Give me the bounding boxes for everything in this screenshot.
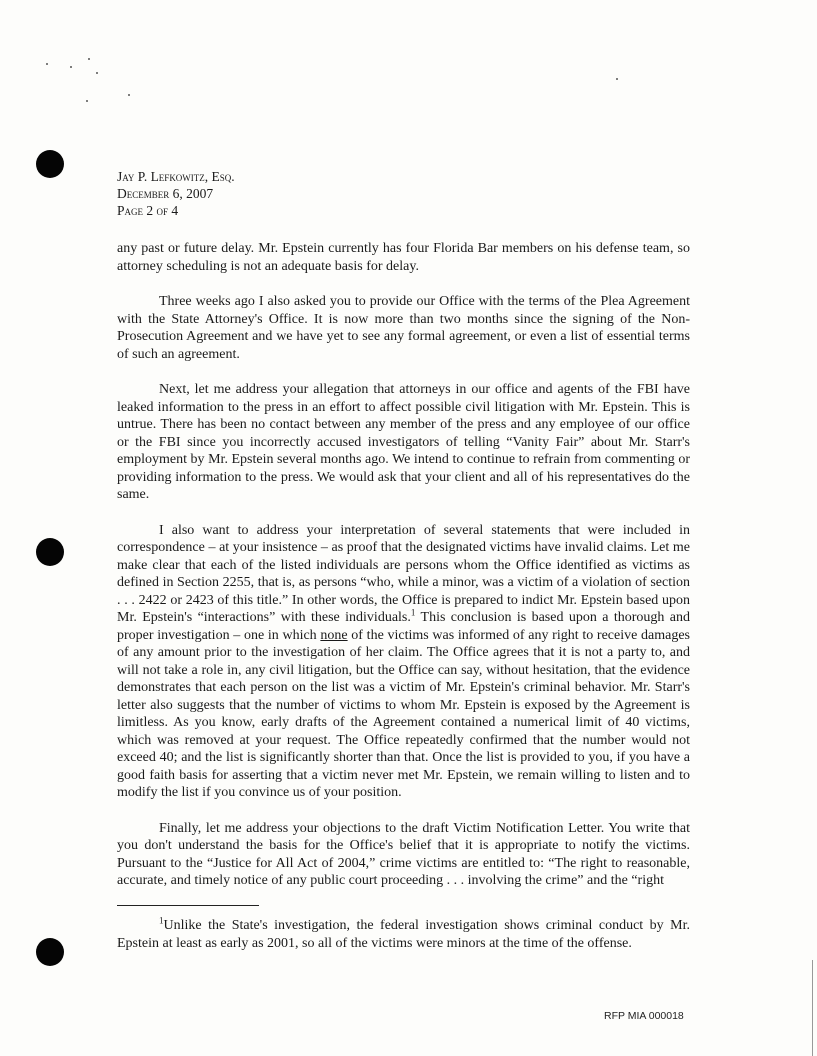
page-number: Page 2 of 4 (117, 203, 179, 218)
footnote (117, 917, 690, 952)
paragraph-1: any past or future delay. Mr. Epstein currently has four Florida Bar members on his defense team, so attorney scheduling is not an adequate basis for delay. (117, 241, 690, 274)
letter-date: December 6, 2007 (117, 186, 214, 201)
scan-speck (70, 66, 72, 68)
hole-punch-middle (36, 538, 64, 566)
scan-speck (616, 78, 618, 80)
scan-edge-line (812, 960, 813, 1056)
underlined-none: none (320, 627, 348, 643)
paragraph-5: Finally, let me address your objections to the draft Victim Notification Letter. You write that you don't understand the basis for the Office's belief that it is appropriate to notify the victims. Pursuant to the “Justice for All Act of 2004,” crime victims are entitled to: “The right to reasonable, accurate, and timely notice of any public court proceeding . . . involving the crime” and the “right (117, 820, 690, 888)
bates-number: RFP MIA 000018 (604, 1010, 684, 1022)
letter-header (117, 168, 235, 219)
footnote-marker: 1 (159, 915, 164, 926)
paragraph-4 (117, 522, 690, 802)
scan-speck (96, 72, 98, 74)
footnote-separator (117, 905, 259, 906)
scan-speck (128, 94, 130, 96)
letter-body (117, 240, 690, 908)
paragraph-4-part-c: of the victims was informed of any right to receive damages of any amount prior to the investigation of her claim. The Office agrees that it is not a party to, and will not take a role in, any civil litigation, but the Office can say, without hesitation, that the evidence demonstrates that each person on the list was a victim of Mr. Epstein's criminal behavior. Mr. Starr's letter also suggests that the number of victims to whom Mr. Epstein is exposed by the Agreement is limitless. As you know, early drafts of the Agreement contained a numerical limit of 40 victims, which was removed at your request. The Office repeatedly confirmed that the number would not exceed 40; and the list is significantly shorter than that. Once the list is provided to you, if you have a good faith basis for asserting that a victim never met Mr. Epstein, we remain willing to listen and to modify the list if you convince us of your position. (117, 627, 690, 800)
hole-punch-bottom (36, 938, 64, 966)
hole-punch-top (36, 150, 64, 178)
scan-speck (86, 100, 88, 102)
addressee-name: Jay P. Lefkowitz, Esq. (117, 169, 235, 184)
paragraph-4-part-b: This conclusion is based upon a thorough and proper investigation – one in which (117, 610, 690, 643)
scan-speck (46, 63, 48, 65)
paragraph-3: Next, let me address your allegation that attorneys in our office and agents of the FBI have leaked information to the press in an effort to affect possible civil litigation with Mr. Epstein. This is untrue. There has been no contact between any member of the press and any employee of our office or the FBI since you incorrectly accused investigators of telling “Vanity Fair” about Mr. Starr's employment by Mr. Epstein several months ago. We intend to continue to refrain from commenting or providing information to the press. We would ask that your client and all of his representatives do the same. (117, 382, 690, 502)
footnote-text: Unlike the State's investigation, the federal investigation shows criminal conduct by Mr. Epstein at least as early as 2001, so all of the victims were minors at the time of the offense. (117, 918, 690, 951)
paragraph-4-part-a: I also want to address your interpretation of several statements that were included in correspondence – at your insistence – as proof that the designated victims have invalid claims. Let me make clear that each of the listed individuals are persons whom the Office identified as victims as defined in Section 2255, that is, as persons “who, while a minor, was a victim of a violation of section . . . 2422 or 2423 of this title.” In other words, the Office is prepared to indict Mr. Epstein based upon Mr. Epstein's “interactions” with these individuals. (117, 522, 690, 625)
scan-speck (88, 58, 90, 60)
footnote-reference: 1 (410, 607, 416, 618)
paragraph-2: Three weeks ago I also asked you to provide our Office with the terms of the Plea Agreement with the State Attorney's Office. It is now more than two months since the signing of the Non-Prosecution Agreement and we have yet to see any formal agreement, or even a list of essential terms of such an agreement. (117, 294, 690, 362)
